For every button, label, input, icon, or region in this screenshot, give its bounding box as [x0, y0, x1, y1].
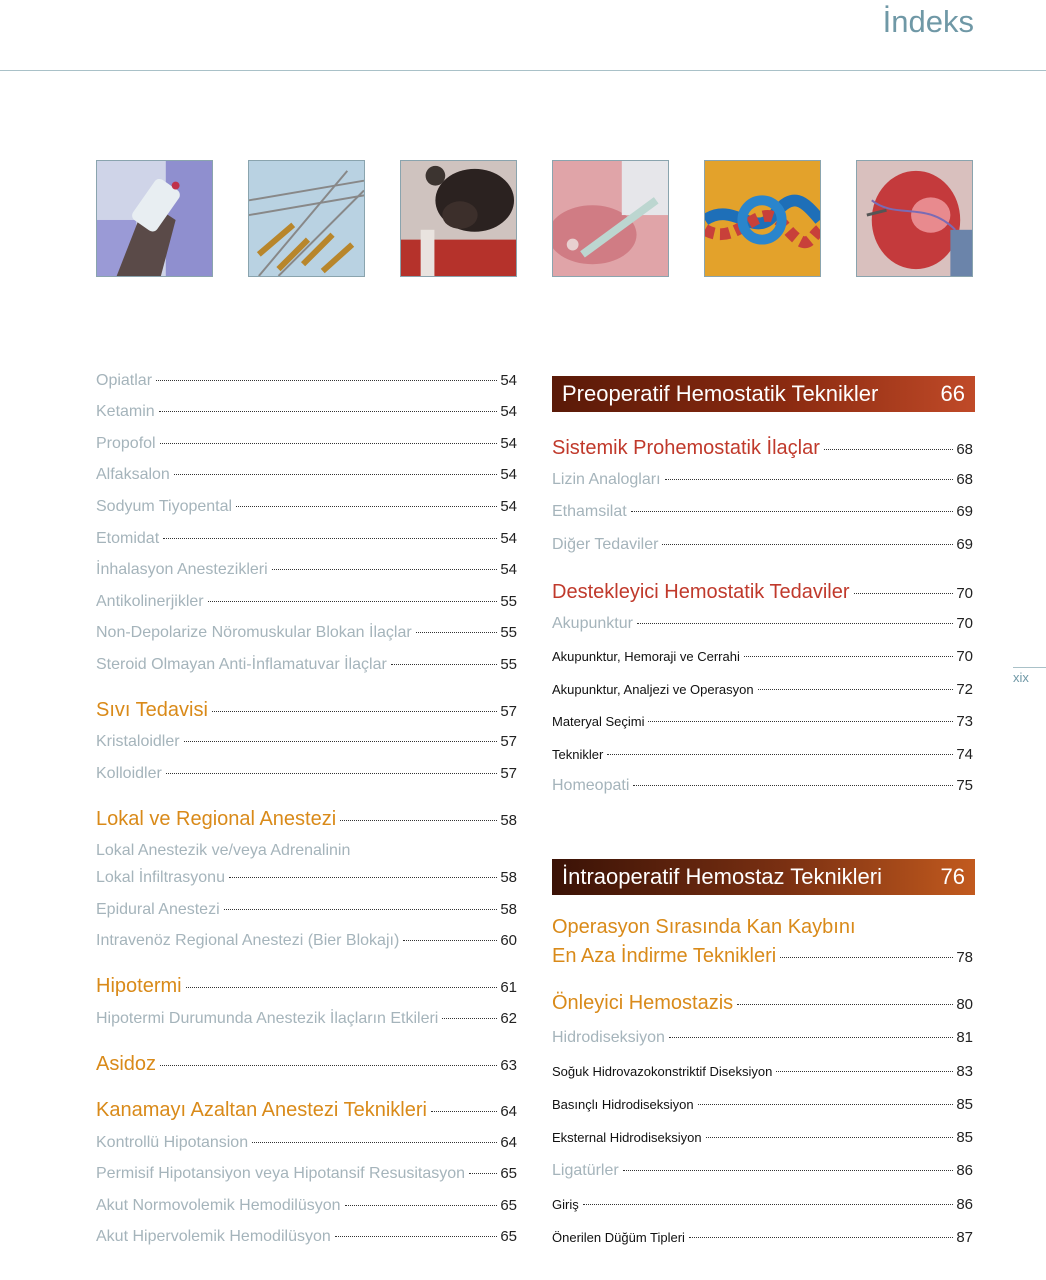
needles-photo-icon: [248, 160, 365, 277]
toc-entry[interactable]: Önerilen Düğüm Tipleri 87: [552, 1229, 973, 1246]
surgical-suture-photo-icon: [856, 160, 973, 277]
toc-entry[interactable]: Intravenöz Regional Anestezi (Bier Blokajı) 60: [96, 932, 517, 949]
toc-entry[interactable]: Akupunktur, Hemoraji ve Cerrahi 70: [552, 648, 973, 665]
toc-entry[interactable]: Soğuk Hidrovazokonstriktif Diseksiyon 83: [552, 1063, 973, 1080]
toc-entry[interactable]: Sodyum Tiyopental 54: [96, 498, 517, 515]
toc-entry[interactable]: Epidural Anestezi 58: [96, 901, 517, 918]
animal-leg-tube-photo-icon: [96, 160, 213, 277]
surgery-syringe-photo-icon: [552, 160, 669, 277]
toc-entry[interactable]: Hipotermi Durumunda Anestezik İlaçların Etkileri 62: [96, 1010, 517, 1027]
toc-entry[interactable]: Homeopati 75: [552, 777, 973, 794]
toc-section[interactable]: Asidoz 63: [96, 1053, 517, 1075]
toc-entry[interactable]: Ketamin 54: [96, 403, 517, 420]
toc-section[interactable]: Sıvı Tedavisi 57: [96, 699, 517, 721]
toc-section[interactable]: Kanamayı Azaltan Anestezi Teknikleri 64: [96, 1099, 517, 1121]
toc-entry-line1[interactable]: Lokal Anestezik ve/veya Adrenalinin: [96, 842, 351, 859]
toc-entry[interactable]: Materyal Seçimi 73: [552, 713, 973, 730]
toc-entry[interactable]: Antikolinerjikler 55: [96, 593, 517, 610]
toc-entry[interactable]: Basınçlı Hidrodiseksiyon 85: [552, 1096, 973, 1113]
toc-entry[interactable]: Giriş 86: [552, 1196, 973, 1213]
toc-entry[interactable]: Permisif Hipotansiyon veya Hipotansif Resusitasyon 65: [96, 1165, 517, 1182]
side-divider: [1013, 667, 1046, 668]
toc-section[interactable]: En Aza İndirme Teknikleri 78: [552, 945, 973, 967]
toc-section[interactable]: Sistemik Prohemostatik İlaçlar 68: [552, 437, 973, 459]
toc-entry[interactable]: Kristaloidler 57: [96, 733, 517, 750]
toc-entry[interactable]: Alfaksalon 54: [96, 466, 517, 483]
toc-section-line1[interactable]: Operasyon Sırasında Kan Kaybını: [552, 916, 856, 938]
toc-entry[interactable]: Akut Hipervolemik Hemodilüsyon 65: [96, 1228, 517, 1245]
toc-entry[interactable]: Ligatürler 86: [552, 1162, 973, 1179]
toc-section[interactable]: Önleyici Hemostazis 80: [552, 992, 973, 1014]
toc-entry[interactable]: İnhalasyon Anestezikleri 54: [96, 561, 517, 578]
toc-section[interactable]: Hipotermi 61: [96, 975, 517, 997]
dog-anesthesia-photo-icon: [400, 160, 517, 277]
toc-entry[interactable]: Hidrodiseksiyon 81: [552, 1029, 973, 1046]
page-title: İndeks: [882, 4, 974, 39]
chapter-band-intraoperatif[interactable]: İntraoperatif Hemostaz Teknikleri 76: [552, 859, 975, 895]
toc-entry[interactable]: Opiatlar 54: [96, 372, 517, 389]
toc-section[interactable]: Lokal ve Regional Anestezi 58: [96, 808, 517, 830]
toc-section[interactable]: Destekleyici Hemostatik Tedaviler 70: [552, 581, 973, 603]
toc-entry[interactable]: Steroid Olmayan Anti-İnflamatuvar İlaçlar 55: [96, 656, 517, 673]
toc-entry[interactable]: Akupunktur, Analjezi ve Operasyon 72: [552, 681, 973, 698]
toc-entry[interactable]: Kolloidler 57: [96, 765, 517, 782]
toc-entry[interactable]: Lizin Analogları 68: [552, 471, 973, 488]
toc-entry[interactable]: Diğer Tedaviler 69: [552, 536, 973, 553]
toc-entry[interactable]: Akupunktur 70: [552, 615, 973, 632]
header-divider: [0, 70, 1046, 71]
toc-entry[interactable]: Akut Normovolemik Hemodilüsyon 65: [96, 1197, 517, 1214]
rope-knot-photo-icon: [704, 160, 821, 277]
toc-entry[interactable]: Ethamsilat 69: [552, 503, 973, 520]
page-number: xix: [1013, 670, 1029, 685]
toc-entry[interactable]: Eksternal Hidrodiseksiyon 85: [552, 1129, 973, 1146]
toc-entry[interactable]: Etomidat 54: [96, 530, 517, 547]
toc-entry[interactable]: Kontrollü Hipotansion 64: [96, 1134, 517, 1151]
toc-entry[interactable]: Lokal İnfiltrasyonu 58: [96, 869, 517, 886]
toc-entry[interactable]: Non-Depolarize Nöromuskular Blokan İlaçlar 55: [96, 624, 517, 641]
chapter-band-preoperatif[interactable]: Preoperatif Hemostatik Teknikler 66: [552, 376, 975, 412]
toc-entry[interactable]: Teknikler 74: [552, 746, 973, 763]
toc-entry[interactable]: Propofol 54: [96, 435, 517, 452]
